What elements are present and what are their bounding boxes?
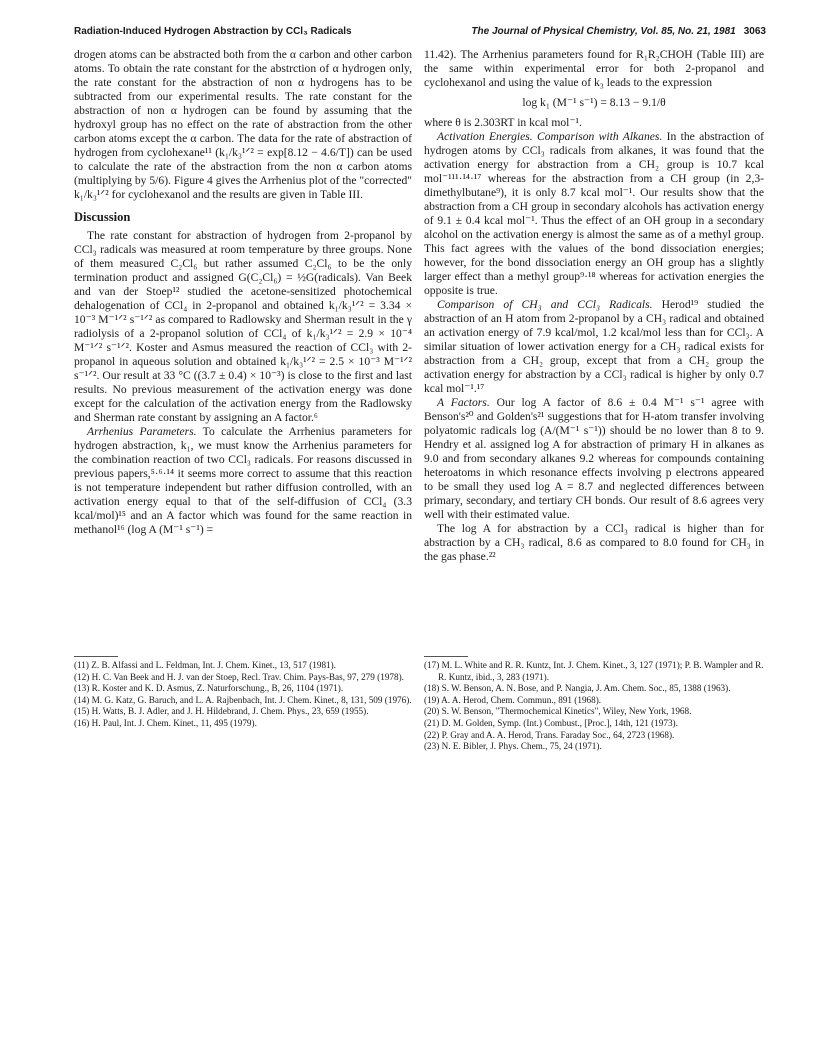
reference-item: (12) H. C. Van Beek and H. J. van der Stoep, Recl. Trav. Chim. Pays-Bas, 97, 279 (1978). <box>74 671 404 682</box>
paragraph-text: To calculate the Arrhenius parameters for hydrogen abstraction, k₁, we must know the Arrhenius parameters for the combination reaction of two CCl₃ radicals. For reasons discussed in previous papers,⁵·⁶·¹⁴ it seems more correct to assume that this reaction is not temperature independent but rather diffusion controlled, with an activation energy equal to that of the self-diffusion of CCl₄ (3.3 kcal/mol)¹⁵ and an A factor which was found for the same reaction in methanol¹⁶ (log A (M⁻¹ s⁻¹) = <box>74 425 413 536</box>
right-column <box>424 48 764 564</box>
page-number: 3063 <box>743 26 766 37</box>
reference-item: (15) H. Watts, B. J. Adler, and J. H. Hildebrand, J. Chem. Phys., 23, 659 (1955). <box>74 706 369 717</box>
paragraph-text: Herod¹⁹ studied the abstraction of an H atom from 2-propanol by a CH₃ radical and obtained an activation energy of 7.9 kcal/mol, 1.2 kcal/mol less than for CCl₃. A similar situation of lower activation energy for a CH₃ radical exists for abstraction from a CH₂ group, except that from a CH₂ group the activation energy for abstraction by a CCl₃ radical is higher by only 0.7 kcal mol⁻¹.¹⁷ <box>424 298 765 395</box>
paragraph: where θ is 2.303RT in kcal mol⁻¹. <box>424 116 582 129</box>
paragraph <box>424 130 764 298</box>
paragraph <box>424 298 764 396</box>
running-header <box>74 26 766 42</box>
reference-item: (18) S. W. Benson, A. N. Bose, and P. Nangia, J. Am. Chem. Soc., 85, 1388 (1963). <box>424 683 731 694</box>
paragraph: The log A for abstraction by a CCl₃ radical is higher than for abstraction by a CH₃ radical, 8.6 as compared to 8.0 found for CH₃ in the gas phase.²² <box>424 522 764 563</box>
equation: log k₁ (M⁻¹ s⁻¹) = 8.13 − 9.1/θ <box>522 96 666 109</box>
run-in-heading: Arrhenius Parameters. <box>87 425 197 438</box>
paragraph-text: Our log A factor of 8.6 ± 0.4 M⁻¹ s⁻¹ agree with Benson's²⁰ and Golden's²¹ suggestions that for H-atom transfer involving polyatomic radicals log (A/(M⁻¹ s⁻¹)) should be no lower than 8 to 9. Hendry et al. assigned log A for abstraction of primary H in alkanes as 9.0 and from secondary alkanes 9.2 whereas for compounds containing heteroatoms in which resonance effects involving p electrons appeared to be small they used log A = 8.7 and neglected differences between primary, secondary, and tertiary CH bonds. Our result of 8.6 agrees very well with their estimated value. <box>424 396 764 521</box>
section-heading-discussion: Discussion <box>74 210 131 224</box>
footnote-rule <box>424 656 468 657</box>
reference-item: (11) Z. B. Alfassi and L. Feldman, Int. J. Chem. Kinet., 13, 517 (1981). <box>74 660 336 670</box>
paragraph: 11.42). The Arrhenius parameters found for R₁R₂CHOH (Table III) are the same within experimental error for both 2-propanol and cyclohexanol and using the value of k₃ leads to the expression <box>424 48 764 89</box>
running-title: Radiation-Induced Hydrogen Abstraction by CCl₃ Radicals <box>74 26 352 37</box>
paragraph <box>424 396 764 522</box>
footnote-rule <box>74 656 118 657</box>
reference-item: (13) R. Koster and K. D. Asmus, Z. Naturforschung., B, 26, 1104 (1971). <box>74 683 344 694</box>
paragraph <box>74 425 412 537</box>
run-in-heading: Activation Energies. Comparison with Alkanes. <box>437 130 663 143</box>
paragraph-text: In the abstraction of hydrogen atoms by CCl₃ radicals from alkanes, it was found that the activation energy for abstraction from a CH₂ group is 10.7 kcal mol⁻¹¹¹·¹⁴·¹⁷ whereas for the abstraction from a CH group (in 2,3-dimethylbutane⁹), it is only 8.7 kcal mol⁻¹. Our results show that the abstraction from a CH group in secondary alcohols has activation energy of 9.1 ± 0.4 kcal mol⁻¹. Thus the effect of an OH group in a secondary alcohol on the activation energy is almost the same as of a methyl group. This fact agrees with the values of the bond dissociation energies; however, for the bond dissociation energy an OH group has a slightly larger effect than a methyl group⁹·¹⁸ whereas for activation energies the opposite is true. <box>424 130 764 297</box>
journal-name: The Journal of Physical Chemistry, Vol. 85, No. 21, 1981 <box>471 26 736 37</box>
reference-item: (16) H. Paul, Int. J. Chem. Kinet., 11, 495 (1979). <box>74 717 257 728</box>
references-right <box>424 660 764 753</box>
reference-item: (22) P. Gray and A. A. Herod, Trans. Faraday Soc., 64, 2723 (1968). <box>424 729 675 740</box>
run-in-heading: Comparison of CH₃ and CCl₃ Radicals. <box>437 298 653 311</box>
run-in-heading: A Factors. <box>437 396 490 409</box>
journal-citation <box>471 26 766 37</box>
reference-item: (17) M. L. White and R. R. Kuntz, Int. J. Chem. Kinet., 3, 127 (1971); P. B. Wampler and R. R. Kuntz, ibid., 3, 283 (1971). <box>424 660 764 682</box>
reference-item: (23) N. E. Bibler, J. Phys. Chem., 75, 24 (1971). <box>424 741 602 752</box>
reference-item: (19) A. A. Herod, Chem. Commun., 891 (1968). <box>424 694 602 705</box>
reference-item: (20) S. W. Benson, "Thermochemical Kinetics", Wiley, New York, 1968. <box>424 706 692 717</box>
reference-item: (21) D. M. Golden, Symp. (Int.) Combust., [Proc.], 14th, 121 (1973). <box>424 717 678 728</box>
reference-item: (14) M. G. Katz, G. Baruch, and L. A. Rajbenbach, Int. J. Chem. Kinet., 8, 131, 509 (1976). <box>74 694 412 705</box>
paragraph: drogen atoms can be abstracted both from the α carbon and other carbon atoms. To obtain the rate constant for the abstrction of α hydrogen only, the rate constant for the abstraction of non α hydrogens has to be subtracted from our experimental results. The rate constant for the abstraction of non α hydrogen can be found by assuming that the hydroxyl group has no effect on the rate of abstraction from the other carbon atoms except the α carbon. The data for the rate of abstraction of hydrogen from cyclohexane¹¹ (k₁/k₃¹ᐟ² = exp[8.12 − 4.6/T]) can be used to calculate the rate of the abstraction from the non α carbon atoms (multiplying by 5/6). Figure 4 gives the Arrhenius plot of the "corrected" k₁/k₃¹ᐟ² for cyclohexanol and the results are given in Table III. <box>74 48 412 201</box>
left-column <box>74 48 412 537</box>
paragraph: The rate constant for abstraction of hydrogen from 2-propanol by CCl₃ radicals was measured at room temperature by three groups. None of them measured C₂Cl₆ but rather assumed C₂Cl₆ to be the only termination product and assigned G(C₂Cl₆) = ½G(radicals). Van Beek and van der Stoep¹² studied the acetone-sensitized photochemical dehalogenation of CCl₄ in 2-propanol and obtained k₁/k₃¹ᐟ² = 3.34 × 10⁻³ M⁻¹ᐟ² s⁻¹ᐟ² as compared to Radlowsky and Sherman result in the γ radiolysis of a 2-propanol solution of CCl₄ of k₁/k₃¹ᐟ² = 2.9 × 10⁻⁴ M⁻¹ᐟ² s⁻¹ᐟ². Koster and Asmus measured the reaction of CCl₃ with 2-propanol in aqueous solution and obtained k₁/k₃¹ᐟ² = 2.5 × 10⁻³ M⁻¹ᐟ² s⁻¹ᐟ². Our result at 33 °C ((3.7 ± 0.4) × 10⁻³) is close to the first and last results. No previous measurement of the activation energy was done except for the calculation of the activation energy from the Radlowsky and Sherman rate constant by assigning an A factor.⁶ <box>74 229 412 424</box>
references-left <box>74 660 412 730</box>
